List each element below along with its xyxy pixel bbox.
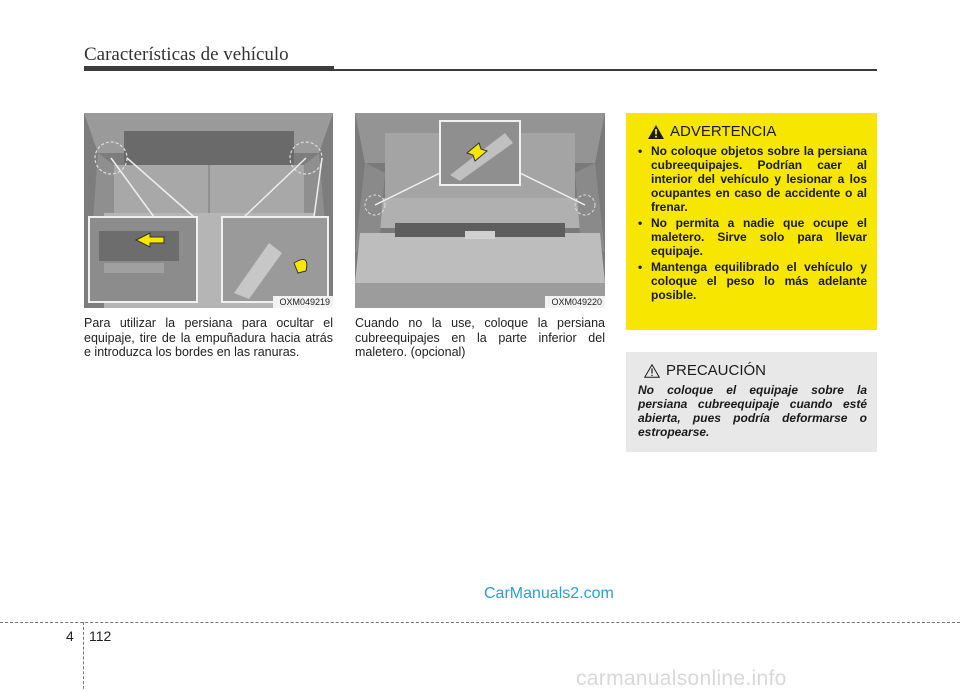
cargo-cover-stowed-illustration — [355, 113, 605, 308]
header-rule-thin — [334, 69, 877, 71]
paragraph-left: Para utilizar la persiana para ocultar el equipaje, tire de la empuñadura hacia atrás e introduzca los bordes en las ranuras. — [84, 316, 333, 359]
header-rule-thick — [84, 66, 334, 71]
caution-box — [626, 352, 877, 452]
warning-item: • No permita a nadie que ocupe el maletero. Sirve solo para llevar equipaje. — [638, 216, 867, 258]
caution-title: PRECAUCIÓN — [666, 362, 767, 379]
paragraph-middle: Cuando no la use, coloque la persiana cubreequipajes en la parte inferior del maletero. (opcional) — [355, 316, 605, 359]
footer-divider — [0, 622, 960, 623]
warning-title: ADVERTENCIA — [670, 123, 777, 140]
footer-vertical-divider — [83, 622, 84, 689]
cargo-cover-retract-illustration — [84, 113, 333, 308]
site-watermark: carmanualsonline.info — [576, 667, 787, 690]
warning-list — [638, 144, 867, 302]
caution-triangle-icon — [644, 364, 660, 378]
figure-code: OXM049219 — [273, 296, 333, 308]
figure-cargo-cover-stowed — [355, 113, 605, 308]
caution-text: No coloque el equipaje sobre la persiana cubreequipaje cuando esté abierta, pues podría deformarse o estropearse. — [638, 383, 867, 439]
page-section-title: Características de vehículo — [84, 44, 289, 65]
warning-triangle-icon — [648, 125, 664, 139]
figure-cargo-cover-pull — [84, 113, 333, 308]
figure-code: OXM049220 — [545, 296, 605, 308]
warning-item: • Mantenga equilibrado el vehículo y coloque el peso lo más adelante posible. — [638, 260, 867, 302]
watermark-link[interactable]: CarManuals2.com — [484, 585, 614, 602]
warning-item: • No coloque objetos sobre la persiana cubreequipajes. Podrían caer al interior del vehículo y lesionar a los ocupantes en caso de accidente o al frenar. — [638, 144, 867, 214]
caution-header — [644, 362, 867, 379]
page-number: 112 — [89, 628, 112, 644]
warning-box — [626, 113, 877, 330]
chapter-number: 4 — [66, 628, 74, 644]
warning-header — [648, 123, 867, 140]
